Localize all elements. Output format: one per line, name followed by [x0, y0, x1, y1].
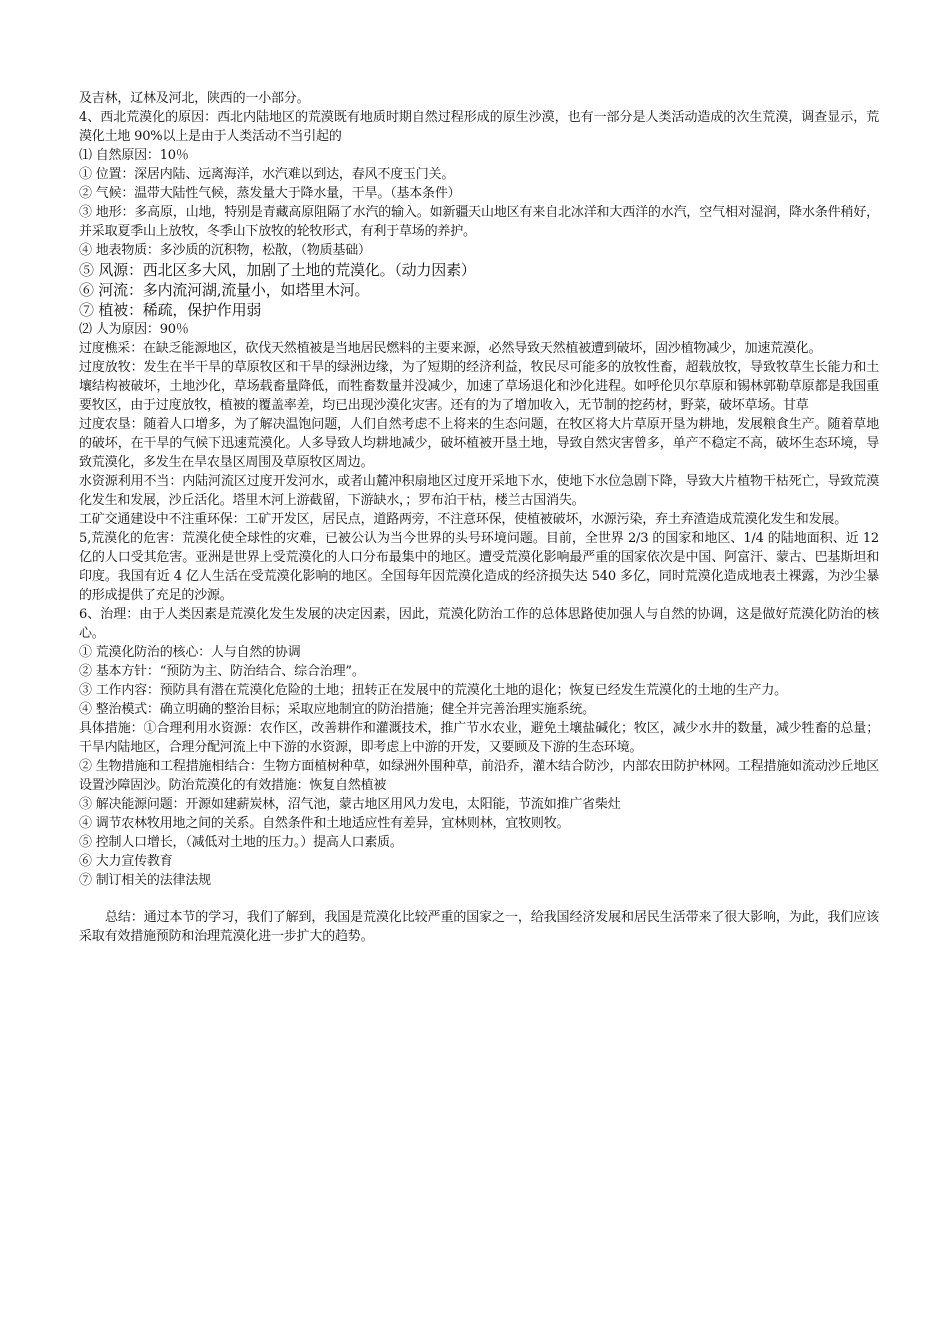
cause-vegetation: ⑦ 植被：稀疏，保护作用弱 [79, 301, 262, 319]
governance-policy: ② 基本方针：“预防为主、防治结合、综合治理”。 [79, 664, 365, 679]
cause-rivers: ⑥ 河流：多内流河湖,流量小，如塔里木河。 [79, 281, 370, 299]
cause-location: ① 位置：深居内陆、远离海洋，水汽难以到达，春风不度玉门关。 [79, 167, 455, 182]
cause-terrain: ③ 地形：多高原，山地，特别是青藏高原阻隔了水汽的输入。如新疆天山地区有来自北冰洋和大西洋的水汽，空气相对湿润，降水条件稍好，并采取夏季山上放牧，冬季山下放牧的轮牧形式，有利于草场的养护。 [79, 205, 879, 239]
over-logging-paragraph: 过度樵采：在缺乏能源地区，砍伐天然植被是当地居民燃料的主要来源，必然导致天然植被遭到破坏，固沙植物减少，加速荒漠化。 [79, 341, 822, 356]
over-grazing-paragraph: 过度放牧：发生在半干旱的草原牧区和干旱的绿洲边缘，为了短期的经济利益，牧民尽可能多的放牧性畜，超载放牧，导致牧草生长能力和土壤结构被破坏，土地沙化，草场载畜量降低，而牲畜数量并没减少，加速了草场退化和沙化进程。如呼伦贝尔草原和锡林郭勒草原都是我国重要牧区，由于过度放牧，植被的覆盖率差，均已出现沙漠化灾害。还有的为了增加收入，无节制的挖药材，野菜，破坏草场。甘草 [79, 360, 879, 413]
document-page [79, 89, 879, 946]
section-4-heading: 4、西北荒漠化的原因：西北内陆地区的荒漠既有地质时期自然过程形成的原生沙漠，也有一部分是人类活动造成的次生荒漠，调查显示，荒漠化土地 90%以上是由于人类活动不当引起的 [79, 110, 879, 144]
measures-water-paragraph: 具体措施：①合理利用水资源：农作区，改善耕作和灌溉技术，推广节水农业，避免土壤盐碱化；牧区，减少水井的数量，减少牲畜的总量；干旱内陆地区，合理分配河流上中下游的水资源，即考虑上中游的开发，又要顾及下游的生态环境。 [79, 721, 879, 755]
cause-wind: ⑤ 风源：西北区多大风，加剧了土地的荒漠化。（动力因素） [79, 261, 476, 279]
cause-surface-material: ④ 地表物质：多沙质的沉积物，松散，（物质基础） [79, 243, 371, 258]
human-causes-heading: ⑵ 人为原因：90％ [79, 322, 189, 337]
measures-land-use: ④ 调节农林牧用地之间的关系。自然条件和土地适应性有差异，宜林则林，宜牧则牧。 [79, 816, 570, 831]
governance-mode: ④ 整治模式：确立明确的整治目标；采取应地制宜的防治措施；健全并完善治理实施系统。 [79, 702, 595, 717]
natural-causes-heading: ⑴ 自然原因：10％ [79, 148, 189, 163]
over-cultivation-paragraph: 过度农垦：随着人口增多，为了解决温饱问题，人们自然考虑不上将来的生态问题，在牧区将大片草原开垦为耕地，发展粮食生产。随着草地的破坏，在干旱的气候下迅速荒漠化。人多导致人均耕地减少，破坏植被开垦土地，导致自然灾害曾多，单产不稳定不高，破坏生态环境，导致荒漠化，多发生在旱农垦区周围及草原牧区周边。 [79, 417, 879, 470]
water-misuse-paragraph: 水资源利用不当：内陆河流区过度开发河水，或者山麓冲积扇地区过度开采地下水，使地下水位急剧下降，导致大片植物干枯死亡，导致荒漠化发生和发展，沙丘活化。塔里木河上游截留，下游缺水，；罗布泊干枯，楼兰古国消失。 [79, 474, 879, 508]
governance-core: ① 荒漠化防治的核心：人与自然的协调 [79, 645, 301, 660]
cause-climate: ② 气候：温带大陆性气候，蒸发量大于降水量，干旱。（基本条件） [79, 186, 461, 201]
summary-paragraph: 总结：通过本节的学习，我们了解到，我国是荒漠化比较严重的国家之一，给我国经济发展和居民生活带来了很大影响，为此，我们应该采取有效措施预防和治理荒漠化进一步扩大的趋势。 [79, 910, 879, 944]
measures-bio-engineering-paragraph: ② 生物措施和工程措施相结合：生物方面植树种草，如绿洲外围种草，前沿乔，灌木结合防沙，内部农田防护林网。工程措施如流动沙丘地区设置沙障固沙。防治荒漠化的有效措施：恢复自然植被 [79, 759, 879, 793]
measures-energy: ③ 解决能源问题：开源如建薪炭林，沼气池，蒙古地区用风力发电，太阳能，节流如推广省柴灶 [79, 797, 621, 812]
measures-legislation: ⑦ 制订相关的法律法规 [79, 873, 211, 888]
measures-publicity: ⑥ 大力宣传教育 [79, 854, 173, 869]
measures-population: ⑤ 控制人口增长，（减低对土地的压力。）提高人口素质。 [79, 835, 403, 850]
governance-work-content: ③ 工作内容：预防具有潜在荒漠化危险的土地；扭转正在发展中的荒漠化土地的退化；恢复已经发生荒漠化的土地的生产力。 [79, 683, 787, 698]
text-line: 及吉林，辽林及河北，陕西的一小部分。 [79, 91, 310, 106]
construction-paragraph: 工矿交通建设中不注重环保：工矿开发区，居民点，道路两旁，不注意环保，使植被破坏，水源污染，弃土弃渣造成荒漠化发生和发展。 [79, 512, 848, 527]
section-5-paragraph: 5,荒漠化的危害：荒漠化使全球性的灾难，已被公认为当今世界的头号环境问题。目前，全世界 2/3 的国家和地区、1/4 的陆地面积、近 12 亿的人口受其危害。亚洲是世界上受荒漠化的人口分布最集中的地区。遭受荒漠化影响最严重的国家依次是中国、阿富汗、蒙古、巴基斯坦和印度。我国有近 4 亿人生活在受荒漠化影响的地区。全国每年因荒漠化造成的经济损失达 540 多亿，同时荒漠化造成地表土裸露，为沙尘暴的形成提供了充足的沙源。 [79, 531, 879, 603]
section-6-paragraph: 6、治理：由于人类因素是荒漠化发生发展的决定因素，因此，荒漠化防治工作的总体思路使加强人与自然的协调，这是做好荒漠化防治的核心。 [79, 607, 879, 641]
